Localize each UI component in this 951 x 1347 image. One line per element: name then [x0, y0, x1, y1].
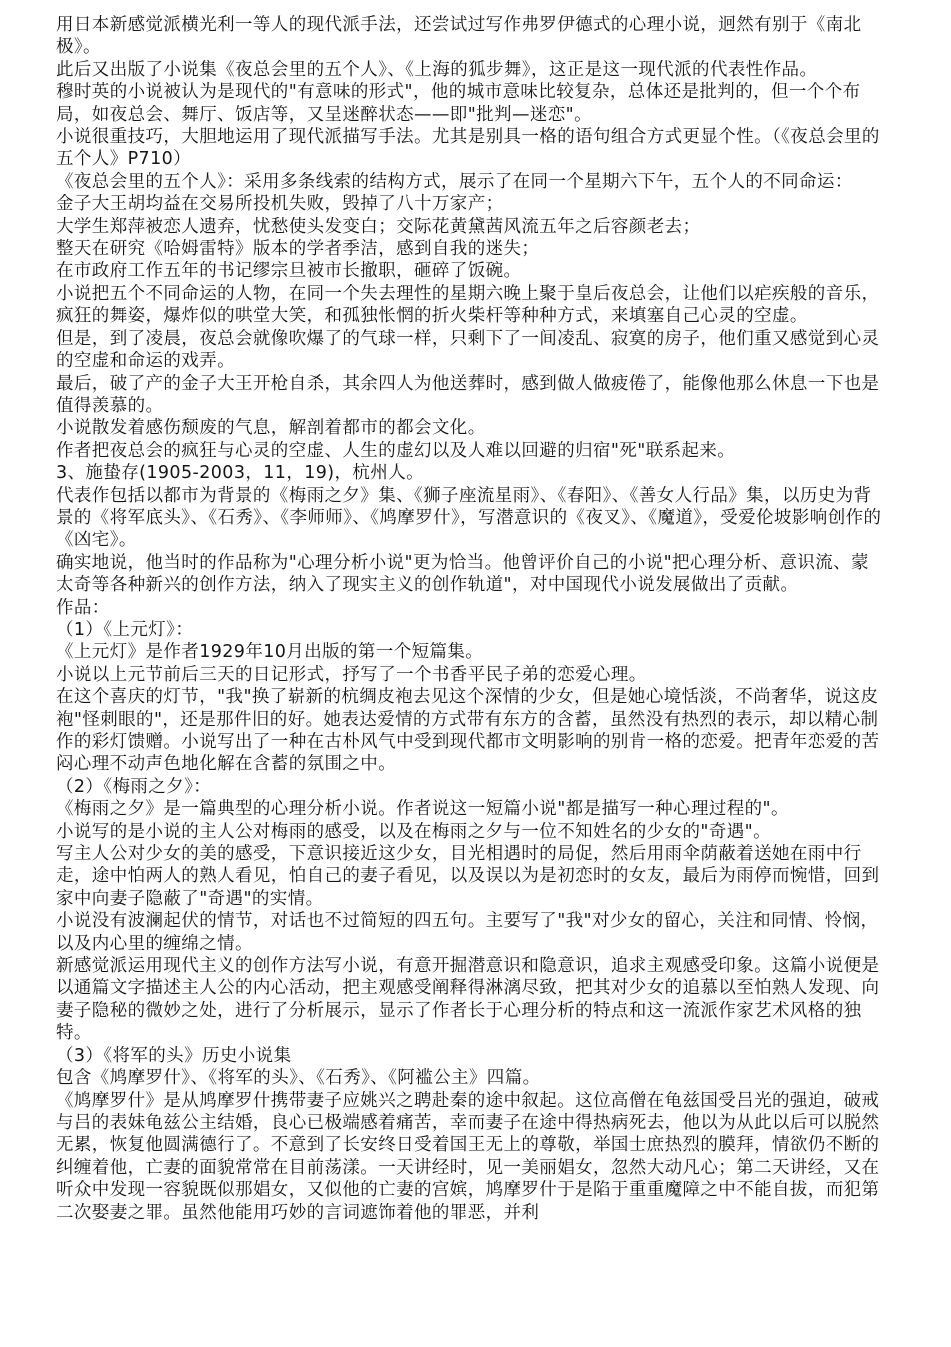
paragraph: 作者把夜总会的疯狂与心灵的空虚、人生的虚幻以及人难以回避的归宿"死"联系起来。	[56, 440, 736, 461]
paragraph: 此后又出版了小说集《夜总会里的五个人》、《上海的狐步舞》，这正是这一现代派的代表性作品。	[56, 59, 818, 80]
paragraph: 但是，到了凌晨，夜总会就像吹爆了的气球一样，只剩下了一间凌乱、寂寞的房子，他们重又感觉到心灵的空虚和命运的戏弄。	[56, 328, 880, 372]
paragraph: 在市政府工作五年的书记缪宗旦被市长撤职，砸碎了饭碗。	[56, 261, 522, 282]
paragraph: 《鸠摩罗什》是从鸠摩罗什携带妻子应姚兴之聘赴秦的途中叙起。这位高僧在龟兹国受吕光的强迫，破戒与吕的表妹龟兹公主结婚，良心已极端感着痛苦，幸而妻子在途中得热病死去，他以为从此以后可以脱然无累，恢复他圆满德行了。不意到了长安终日受着国王无上的尊敬，举国士庶热烈的膜拜，情欲仍不断的纠缠着他，亡妻的面貌常常在目前荡漾。一天讲经时，见一美丽娼女，忽然大动凡心；第二天讲经，又在听众中发现一容貌既似那娼女，又似他的亡妻的宫嫔，鸠摩罗什于是陷于重重魔障之中不能自拔，而犯第二次娶妻之罪。虽然他能用巧妙的言词遮饰着他的罪恶，并利	[56, 1090, 880, 1223]
paragraph: 《夜总会里的五个人》：采用多条线索的结构方式，展示了在同一个星期六下午，五个人的不同命运：	[56, 171, 853, 192]
paragraph: 写主人公对少女的美的感受，下意识接近这少女，目光相遇时的局促，然后用雨伞荫蔽着送她在雨中行走，途中怕两人的熟人看见，怕自己的妻子看见，以及误以为是初恋时的女友，最后为雨停而惋惜，回到家中向妻子隐蔽了"奇遇"的实情。	[56, 844, 880, 909]
paragraph: 最后，破了产的金子大王开枪自杀，其余四人为他送葬时，感到做人做疲倦了，能像他那么休息一下也是值得羡慕的。	[56, 373, 880, 416]
paragraph: （2）《梅雨之夕》：	[56, 776, 212, 797]
paragraph: 小说没有波澜起伏的情节，对话也不过简短的四五句。主要写了"我"对少女的留心，关注和同情、怜悯，以及内心里的缠绵之情。	[56, 911, 879, 954]
paragraph: 金子大王胡均益在交易所投机失败，毁掉了八十万家产；	[56, 194, 504, 215]
paragraph: 小说很重技巧，大胆地运用了现代派描写手法。尤其是别具一格的语句组合方式更显个性。（《夜总会里的五个人》P710）	[56, 127, 880, 170]
paragraph: 代表作包括以都市为背景的《梅雨之夕》集、《狮子座流星雨》、《春阳》、《善女人行品》集，以历史为背景的《将军底头》、《石秀》、《李师师》、《鸠摩罗什》，写潜意识的《夜叉》、《魔道》，受爱伦坡影响创作的《凶宅》。	[56, 485, 882, 551]
paragraph: 包含《鸠摩罗什》、《将军的头》、《石秀》、《阿褴公主》四篇。	[56, 1068, 541, 1089]
paragraph: 小说把五个不同命运的人物，在同一个失去理性的星期六晚上聚于皇后夜总会，让他们以疟疾般的音乐，疯狂的舞姿，爆炸似的哄堂大笑，和孤独怅惘的折火柴杆等种种方式，来填塞自己心灵的空虚。	[56, 283, 880, 327]
paragraph: 确实地说，他当时的作品称为"心理分析小说"更为恰当。他曾评价自己的小说"把心理分析、意识流、蒙太奇等各种新兴的创作方法，纳入了现实主义的创作轨道"，对中国现代小说发展做出了贡献。	[56, 552, 869, 596]
paragraph: 小说以上元节前后三天的日记形式，抒写了一个书香平民子弟的恋爱心理。	[56, 664, 647, 685]
paragraph: 《上元灯》是作者1929年10月出版的第一个短篇集。	[56, 642, 484, 663]
document-page	[56, 14, 886, 1224]
paragraph: （1）《上元灯》：	[56, 619, 194, 640]
paragraph: 小说散发着感伤颓废的气息，解剖着都市的都会文化。	[56, 418, 486, 439]
paragraph: 整天在研究《哈姆雷特》版本的学者季洁，感到自我的迷失；	[56, 239, 540, 260]
paragraph: 作品：	[56, 597, 110, 618]
paragraph: 穆时英的小说被认为是现代的"有意味的形式"，他的城市意味比较复杂，总体还是批判的，但一个个布局，如夜总会、舞厅、饭店等，又呈迷醉状态——即"批判—迷恋"。	[56, 82, 861, 125]
paragraph: 《梅雨之夕》是一篇典型的心理分析小说。作者说这一短篇小说"都是描写一种心理过程的"。	[56, 799, 789, 820]
paragraph: 在这个喜庆的灯节，"我"换了崭新的杭绸皮袍去见这个深情的少女，但是她心境恬淡，不尚奢华，说这皮袍"怪刺眼的"，还是那件旧的好。她表达爱情的方式带有东方的含蓄，虽然没有热烈的表示，却以精心制作的彩灯馈赠。小说写出了一种在古朴风气中受到现代都市文明影响的别肯一格的恋爱。把青年恋爱的苦闷心理不动声色地化解在含蓄的氛围之中。	[56, 687, 880, 775]
paragraph: （3）《将军的头》历史小说集	[56, 1045, 292, 1066]
paragraph: 用日本新感觉派横光利一等人的现代派手法，还尝试过写作弗罗伊德式的心理小说，迥然有别于《南北极》。	[56, 15, 862, 58]
paragraph: 新感觉派运用现代主义的创作方法写小说，有意开掘潜意识和隐意识，追求主观感受印象。这篇小说便是以通篇文字描述主人公的内心活动，把主观感受阐释得淋漓尽致，把其对少女的追慕以至怕熟人发现、向妻子隐秘的微妙之处，进行了分析展示，显示了作者长于心理分析的特点和这一流派作家艺术风格的独特。	[56, 956, 880, 1044]
paragraph: 小说写的是小说的主人公对梅雨的感受，以及在梅雨之夕与一位不知姓名的少女的"奇遇"。	[56, 821, 771, 842]
paragraph: 3、施蛰存(1905-2003，11，19)，杭州人。	[56, 463, 425, 484]
paragraph: 大学生郑萍被恋人遗弃，忧愁使头发变白；交际花黄黛茜风流五年之后容颜老去；	[56, 216, 701, 237]
